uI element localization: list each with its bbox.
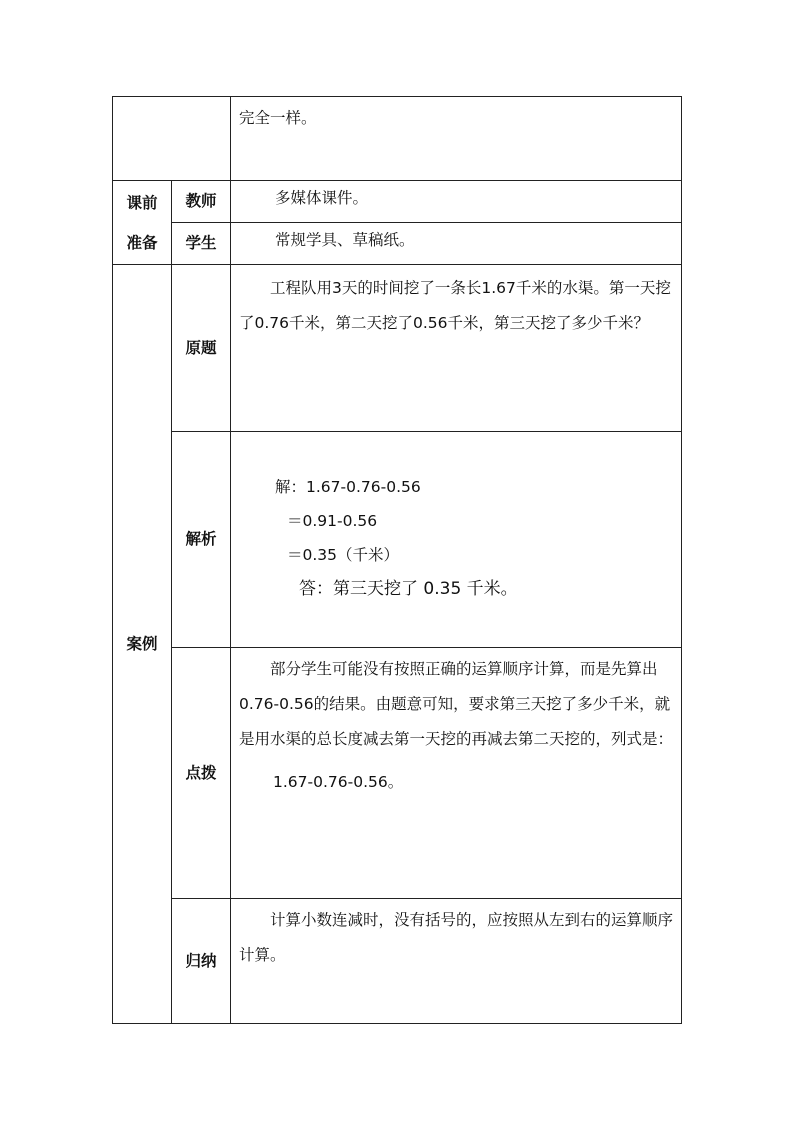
original-row: [113, 265, 682, 432]
case-label: 案例: [113, 265, 172, 1024]
teacher-cell: [231, 181, 682, 223]
hint-row: [113, 648, 682, 899]
analysis-line2: ＝0.91-0.56: [287, 512, 378, 530]
hint-cell: [231, 648, 682, 899]
hint-text: 部分学生可能没有按照正确的运算顺序计算，而是先算出0.76-0.56的结果。由题意可知，要求第三天挖了多少千米，就是用水渠的总长度减去第一天挖的再减去第二天挖的，列式是：: [239, 660, 674, 748]
analysis-row: [113, 432, 682, 648]
prep-teacher-row: [113, 181, 682, 223]
continuation-text: 完全一样。: [239, 109, 317, 127]
hint-formula: 1.67-0.76-0.56。: [273, 773, 404, 791]
continuation-row: [113, 97, 682, 181]
prep-label-line2: 准备: [126, 233, 158, 252]
lesson-table: [112, 96, 682, 1024]
original-label: 原题: [172, 265, 231, 432]
analysis-label: 解析: [172, 432, 231, 648]
summary-text: 计算小数连减时，没有括号的，应按照从左到右的运算顺序计算。: [239, 911, 674, 964]
summary-row: [113, 899, 682, 1024]
original-cell: [231, 265, 682, 432]
hint-label: 点拨: [172, 648, 231, 899]
continuation-label-cell: [113, 97, 231, 181]
prep-student-row: [113, 223, 682, 265]
summary-label: 归纳: [172, 899, 231, 1024]
summary-cell: [231, 899, 682, 1024]
analysis-answer: 答：第三天挖了 0.35 千米。: [299, 579, 518, 599]
teacher-label: 教师: [172, 181, 231, 223]
analysis-cell: [231, 432, 682, 648]
continuation-cell: [231, 97, 682, 181]
analysis-line1: 解：1.67-0.76-0.56: [275, 478, 421, 496]
prep-label-cell: [113, 181, 172, 265]
analysis-line3: ＝0.35（千米）: [287, 546, 400, 564]
student-text: 常规学具、草稿纸。: [275, 231, 415, 249]
student-label: 学生: [172, 223, 231, 265]
prep-label-line1: 课前: [126, 193, 158, 212]
original-text: 工程队用3天的时间挖了一条长1.67千米的水渠。第一天挖了0.76千米，第二天挖了0.56千米，第三天挖了多少千米？: [239, 279, 671, 332]
teacher-text: 多媒体课件。: [275, 189, 369, 207]
student-cell: [231, 223, 682, 265]
